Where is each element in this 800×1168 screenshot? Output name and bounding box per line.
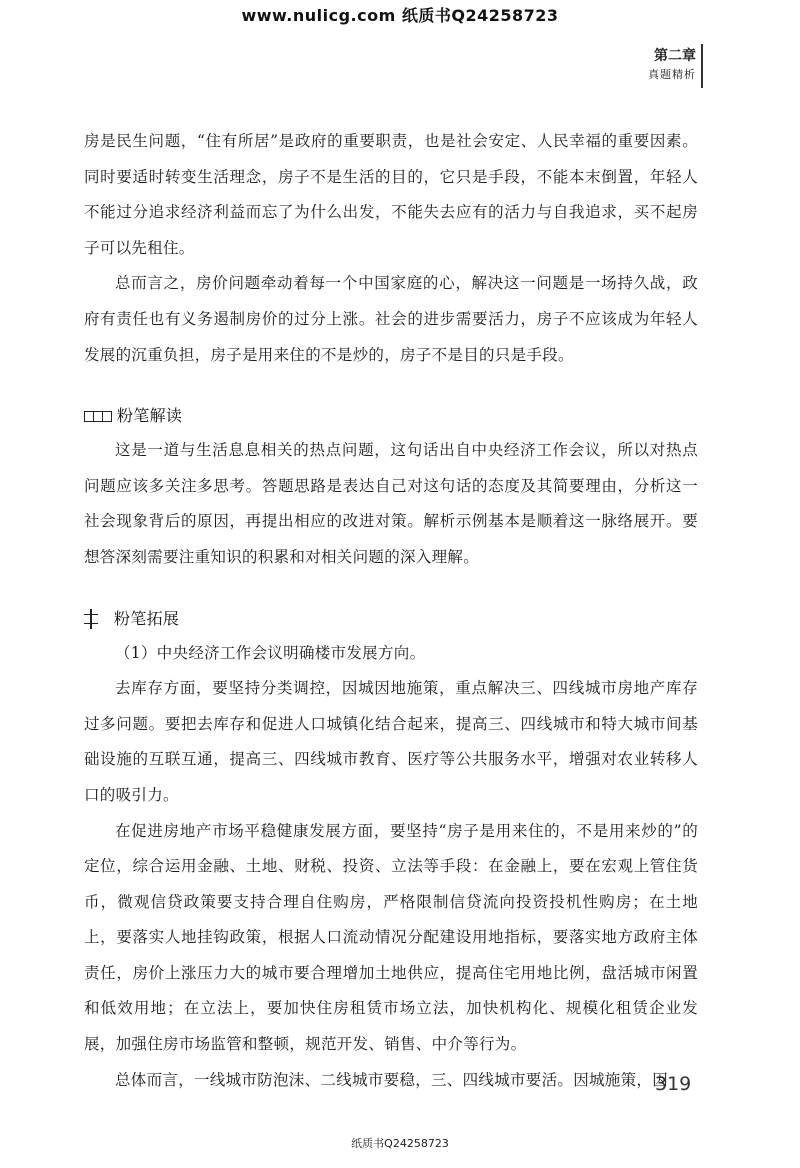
chapter-subtitle: 真题精析 [648,68,696,81]
expand-tool-icon [84,609,98,629]
paragraph: 这是一道与生活息息相关的热点问题，这句话出自中央经济工作会议，所以对热点问题应该多关注多思考。答题思路是表达自己对这句话的态度及其简要理由，分析这一社会现象背后的原因，再提出相应的改进对策。解析示例基本是顺着这一脉络展开。要想答深刻需要注重知识的积累和对相关问题的深入理解。 [84,441,698,566]
section-interpret-title: 粉笔解读 [117,406,183,426]
reading-boxes-icon [84,411,111,422]
paragraph: 房是民生问题，“住有所居”是政府的重要职责，也是社会安定、人民幸福的重要因素。同时要适时转变生活理念，房子不是生活的目的，它只是手段，不能本末倒置，年轻人不能过分追求经济利益而忘了为什么出发，不能失去应有的活力与自我追求，买不起房子可以先租住。 [84,132,698,257]
page-body [84,124,698,1098]
chapter-title: 第二章 [654,48,696,64]
header-rule [701,44,703,88]
paragraph: 总体而言，一线城市防泡沫、二线城市要稳，三、四线城市要活。因城施策，因 [115,1070,669,1089]
footer-watermark: 纸质书Q24258723 [351,1137,449,1150]
section-interpret-heading [84,399,698,433]
chapter-header [648,46,696,84]
site-banner: www.nulicg.com 纸质书Q24258723 [241,6,559,25]
section-expand-heading [84,602,698,636]
paragraph: 在促进房地产市场平稳健康发展方面，要坚持“房子是用来住的，不是用来炒的”的定位，综合运用金融、土地、财税、投资、立法等手段：在金融上，要在宏观上管住货币，微观信贷政策要支持合理自住购房，严格限制信贷流向投资投机性购房；在土地上，要落实人地挂钩政策，根据人口流动情况分配建设用地指标，要落实地方政府主体责任，房价上涨压力大的城市要合理增加土地供应，提高住宅用地比例，盘活城市闲置和低效用地；在立法上，要加快住房租赁市场立法，加快机构化、规模化租赁企业发展，加强住房市场监管和整顿，规范开发、销售、中介等行为。 [84,821,698,1054]
subheading: （1）中央经济工作会议明确楼市发展方向。 [115,643,426,662]
paragraph: 去库存方面，要坚持分类调控，因城因地施策，重点解决三、四线城市房地产库存过多问题。要把去库存和促进人口城镇化结合起来，提高三、四线城市和特大城市间基础设施的互联互通，提高三、四线城市教育、医疗等公共服务水平，增强对农业转移人口的吸引力。 [84,679,698,804]
paragraph: 总而言之，房价问题牵动着每一个中国家庭的心，解决这一问题是一场持久战，政府有责任也有义务遏制房价的过分上涨。社会的进步需要活力，房子不应该成为年轻人发展的沉重负担，房子是用来住的不是炒的，房子不是目的只是手段。 [84,274,698,364]
page-number: 319 [655,1073,692,1095]
section-expand-title: 粉笔拓展 [114,608,180,628]
